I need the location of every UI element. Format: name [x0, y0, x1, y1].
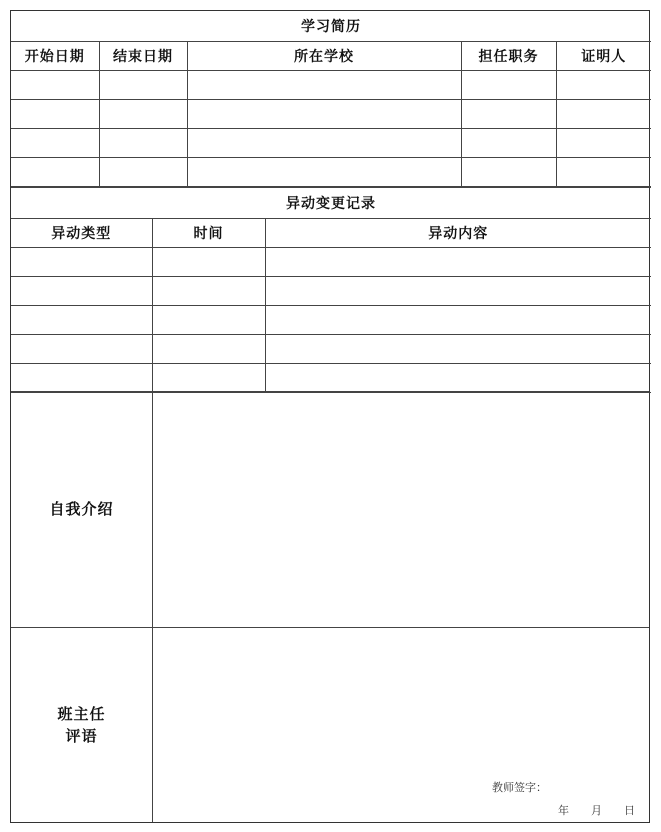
- study-history-table: [11, 11, 651, 187]
- table-row: [11, 129, 651, 158]
- study-history-section: [11, 11, 649, 187]
- time-cell[interactable]: [152, 248, 265, 277]
- witness-cell[interactable]: [556, 158, 651, 187]
- column-header-change-content: 异动内容: [265, 219, 651, 248]
- teacher-comment-field[interactable]: [153, 628, 649, 822]
- change-content-cell[interactable]: [265, 248, 651, 277]
- change-type-cell[interactable]: [11, 364, 152, 393]
- end-date-cell[interactable]: [99, 129, 187, 158]
- signature-date: [536, 802, 635, 818]
- table-row: [11, 71, 651, 100]
- study-history-header-row: [11, 42, 651, 71]
- change-type-cell[interactable]: [11, 335, 152, 364]
- table-row: [11, 248, 651, 277]
- school-cell[interactable]: [187, 71, 461, 100]
- change-content-cell[interactable]: [265, 277, 651, 306]
- witness-cell[interactable]: [556, 71, 651, 100]
- column-header-end-date: 结束日期: [99, 42, 187, 71]
- table-row: [11, 277, 651, 306]
- end-date-cell[interactable]: [99, 100, 187, 129]
- change-record-section: [11, 187, 649, 393]
- table-row: [11, 158, 651, 187]
- start-date-cell[interactable]: [11, 71, 99, 100]
- end-date-cell[interactable]: [99, 158, 187, 187]
- date-year-label: 年: [558, 804, 569, 817]
- teacher-comment-label: [11, 628, 153, 822]
- change-content-cell[interactable]: [265, 335, 651, 364]
- change-type-cell[interactable]: [11, 306, 152, 335]
- start-date-cell[interactable]: [11, 158, 99, 187]
- date-day-label: 日: [624, 804, 635, 817]
- time-cell[interactable]: [152, 277, 265, 306]
- table-row: [11, 364, 651, 393]
- column-header-time: 时间: [152, 219, 265, 248]
- position-cell[interactable]: [461, 71, 556, 100]
- change-content-cell[interactable]: [265, 364, 651, 393]
- table-row: [11, 100, 651, 129]
- teacher-comment-label-line2: 评语: [65, 727, 98, 745]
- self-intro-section: [11, 391, 649, 627]
- school-cell[interactable]: [187, 158, 461, 187]
- self-intro-label: 自我介绍: [11, 392, 153, 627]
- column-header-witness: 证明人: [556, 42, 651, 71]
- school-cell[interactable]: [187, 129, 461, 158]
- change-record-title: 异动变更记录: [11, 188, 651, 219]
- study-history-title: 学习简历: [11, 11, 651, 42]
- change-type-cell[interactable]: [11, 277, 152, 306]
- start-date-cell[interactable]: [11, 100, 99, 129]
- witness-cell[interactable]: [556, 129, 651, 158]
- school-cell[interactable]: [187, 100, 461, 129]
- witness-cell[interactable]: [556, 100, 651, 129]
- time-cell[interactable]: [152, 364, 265, 393]
- table-row: [11, 306, 651, 335]
- end-date-cell[interactable]: [99, 71, 187, 100]
- change-record-header-row: [11, 219, 651, 248]
- position-cell[interactable]: [461, 158, 556, 187]
- column-header-change-type: 异动类型: [11, 219, 152, 248]
- time-cell[interactable]: [152, 335, 265, 364]
- column-header-school: 所在学校: [187, 42, 461, 71]
- position-cell[interactable]: [461, 100, 556, 129]
- time-cell[interactable]: [152, 306, 265, 335]
- table-row: [11, 335, 651, 364]
- position-cell[interactable]: [461, 129, 556, 158]
- change-record-table: [11, 187, 651, 393]
- date-month-label: 月: [591, 804, 602, 817]
- teacher-comment-label-line1: 班主任: [57, 704, 106, 723]
- change-type-cell[interactable]: [11, 248, 152, 277]
- start-date-cell[interactable]: [11, 129, 99, 158]
- teacher-signature-label: 教师签字：: [492, 781, 547, 794]
- teacher-comment-section: [11, 627, 649, 822]
- student-record-form: [10, 10, 650, 823]
- change-content-cell[interactable]: [265, 306, 651, 335]
- column-header-start-date: 开始日期: [11, 42, 99, 71]
- column-header-position: 担任职务: [461, 42, 556, 71]
- self-intro-field[interactable]: [153, 392, 649, 627]
